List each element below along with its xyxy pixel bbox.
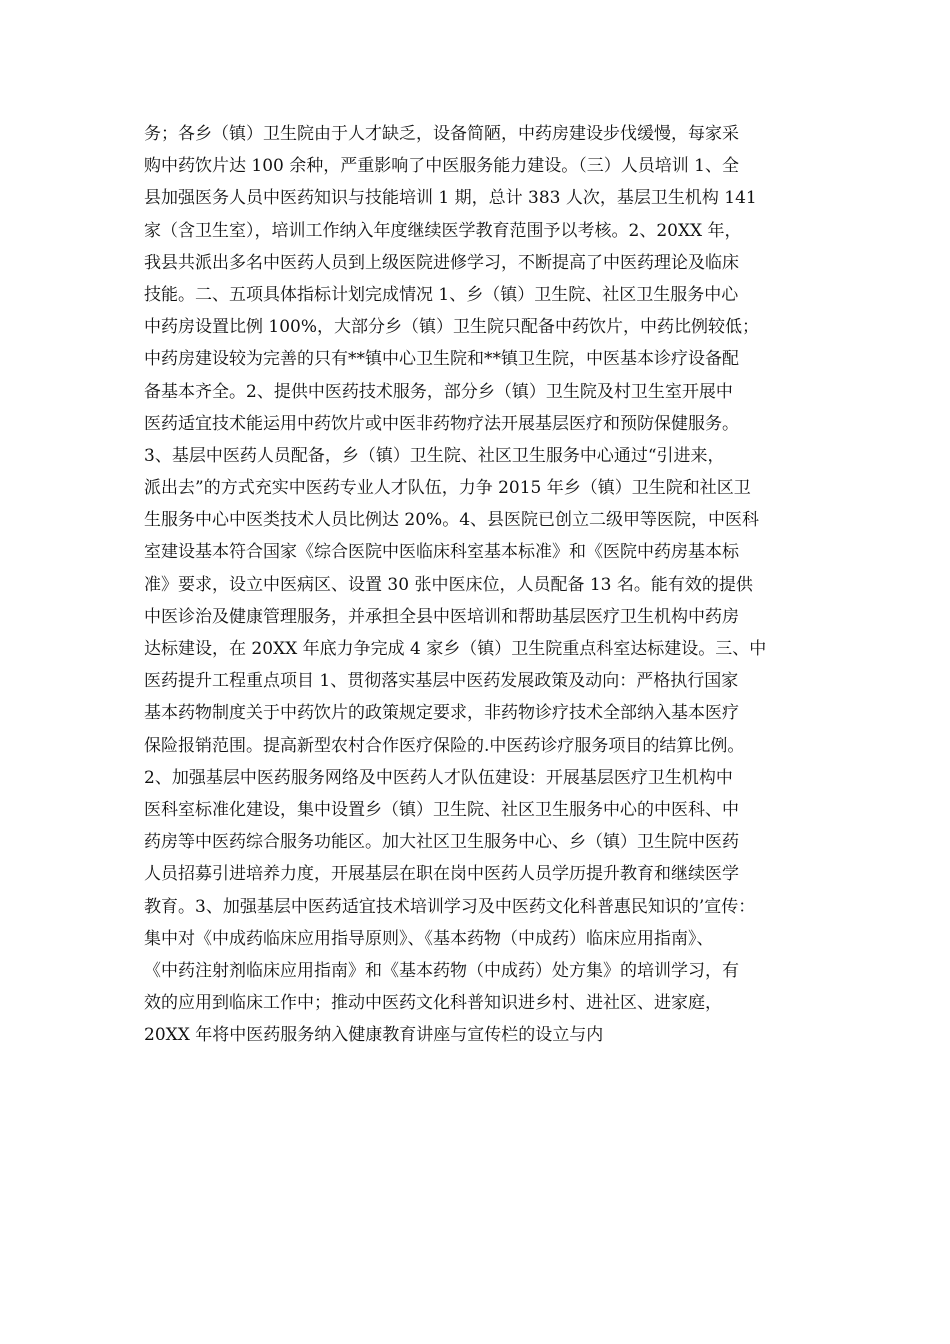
text-line: 家（含卫生室），培训工作纳入年度继续医学教育范围予以考核。2、20XX 年， [144,220,742,241]
text-line: 中药房建设较为完善的只有**镇中心卫生院和**镇卫生院，中医基本诊疗设备配 [144,349,739,370]
text-line: 技能。二、五项具体指标计划完成情况 1、乡（镇）卫生院、社区卫生服务中心 [144,284,739,305]
text-line: 3、基层中医药人员配备，乡（镇）卫生院、社区卫生服务中心通过“引进来， [144,445,725,466]
text-line: 效的应用到临床工作中；推动中医药文化科普知识进乡村、进社区、进家庭， [144,993,722,1014]
text-line: 医药适宜技术能运用中药饮片或中医非药物疗法开展基层医疗和预防保健服务。 [144,413,739,434]
text-line: 购中药饮片达 100 余种，严重影响了中医服务能力建设。（三）人员培训 1、全 [144,156,739,177]
text-line: 教育。3、加强基层中医药适宜技术培训学习及中医药文化科普惠民知识的’宣传： [144,896,756,917]
text-line: 生服务中心中医类技术人员比例达 20%。4、县医院已创立二级甲等医院，中医科 [144,510,760,531]
text-line: 务；各乡（镇）卫生院由于人才缺乏，设备简陋，中药房建设步伐缓慢，每家采 [144,124,739,144]
text-line: 中药房设置比例 100%，大部分乡（镇）卫生院只配备中药饮片，中药比例较低； [144,317,760,338]
text-line: 《中药注射剂临床应用指南》和《基本药物（中成药）处方集》的培训学习，有 [144,960,739,981]
text-line: 准》要求，设立中医病区、设置 30 张中医床位，人员配备 13 名。能有效的提供 [144,574,753,595]
text-line: 派出去”的方式充实中医药专业人才队伍，力争 2015 年乡（镇）卫生院和社区卫 [144,478,751,499]
text-line: 医科室标准化建设，集中设置乡（镇）卫生院、社区卫生服务中心的中医科、中 [144,799,739,820]
text-line: 基本药物制度关于中药饮片的政策规定要求，非药物诊疗技术全部纳入基本医疗 [144,703,739,724]
text-line: 药房等中医药综合服务功能区。加大社区卫生服务中心、乡（镇）卫生院中医药 [144,832,739,853]
text-line: 医药提升工程重点项目 1、贯彻落实基层中医药发展政策及动向：严格执行国家 [144,671,739,692]
text-line: 中医诊治及健康管理服务，并承担全县中医培训和帮助基层医疗卫生机构中药房 [144,606,739,627]
body-text [144,118,824,1051]
text-line: 集中对《中成药临床应用指导原则》、《基本药物（中成药）临床应用指南》、 [144,928,714,949]
text-line: 县加强医务人员中医药知识与技能培训 1 期，总计 383 人次，基层卫生机构 141 [144,188,757,209]
text-line: 人员招募引进培养力度，开展基层在职在岗中医药人员学历提升教育和继续医学 [144,864,739,885]
text-line: 20XX 年将中医药服务纳入健康教育讲座与宣传栏的设立与内 [144,1025,604,1046]
text-line: 达标建设，在 20XX 年底力争完成 4 家乡（镇）卫生院重点科室达标建设。三、中 [144,639,767,659]
text-line: 我县共派出多名中医药人员到上级医院进修学习，不断提高了中医药理论及临床 [144,252,739,273]
text-line: 保险报销范围。提高新型农村合作医疗保险的.中医药诊疗服务项目的结算比例。 [144,735,745,756]
text-line: 室建设基本符合国家《综合医院中医临床科室基本标准》和《医院中药房基本标 [144,542,739,563]
text-line: 2、加强基层中医药服务网络及中医药人才队伍建设：开展基层医疗卫生机构中 [144,767,733,788]
text-line: 备基本齐全。2、提供中医药技术服务，部分乡（镇）卫生院及村卫生室开展中 [144,381,733,402]
